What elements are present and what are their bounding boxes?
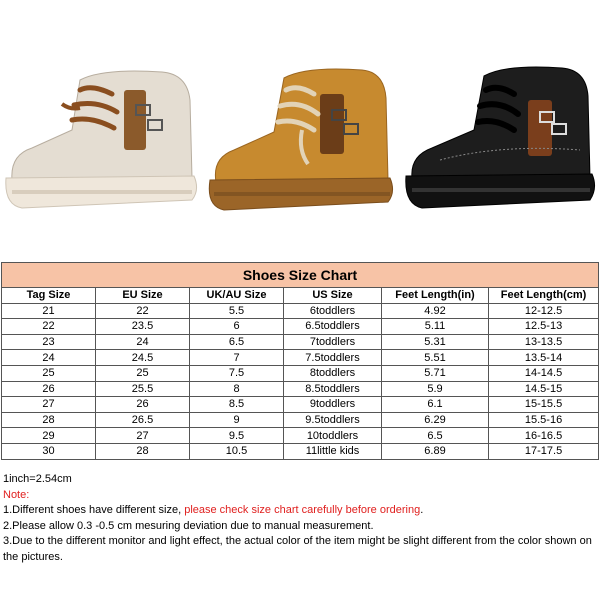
notes-section	[3, 472, 598, 565]
table-cell: 27	[2, 397, 96, 413]
table-cell: 9.5toddlers	[284, 412, 382, 428]
table-cell: 6.5	[382, 428, 489, 444]
table-cell: 28	[96, 443, 190, 459]
table-row	[2, 334, 599, 350]
table-cell: 26	[2, 381, 96, 397]
table-cell: 4.92	[382, 303, 489, 319]
column-header: Tag Size	[2, 288, 96, 304]
table-cell: 16-16.5	[489, 428, 599, 444]
table-cell: 10toddlers	[284, 428, 382, 444]
table-cell: 23	[2, 334, 96, 350]
table-cell: 6	[190, 319, 284, 335]
table-cell: 6toddlers	[284, 303, 382, 319]
note-line-1-warning: please check size chart carefully before ordering	[184, 504, 421, 516]
table-cell: 22	[2, 319, 96, 335]
table-cell: 21	[2, 303, 96, 319]
table-cell: 10.5	[190, 443, 284, 459]
note-line-2: 2.Please allow 0.3 -0.5 cm mesuring deviation due to manual measurement.	[3, 519, 374, 532]
table-row	[2, 350, 599, 366]
table-cell: 13-13.5	[489, 334, 599, 350]
table-cell: 26	[96, 397, 190, 413]
tan-boot-image	[202, 60, 398, 220]
size-chart-header-row	[2, 288, 599, 304]
table-cell: 24	[96, 334, 190, 350]
table-cell: 25	[2, 365, 96, 381]
table-cell: 17-17.5	[489, 443, 599, 459]
table-cell: 12.5-13	[489, 319, 599, 335]
table-cell: 5.51	[382, 350, 489, 366]
table-row	[2, 381, 599, 397]
table-row	[2, 303, 599, 319]
size-chart-title: Shoes Size Chart	[2, 263, 599, 288]
note-label: Note:	[3, 488, 30, 501]
table-cell: 6.89	[382, 443, 489, 459]
table-row	[2, 412, 599, 428]
table-cell: 8	[190, 381, 284, 397]
table-row	[2, 443, 599, 459]
table-cell: 5.5	[190, 303, 284, 319]
table-cell: 22	[96, 303, 190, 319]
table-cell: 6.29	[382, 412, 489, 428]
beige-boot-image	[2, 60, 202, 220]
table-cell: 5.11	[382, 319, 489, 335]
table-cell: 15.5-16	[489, 412, 599, 428]
table-row	[2, 397, 599, 413]
table-cell: 14.5-15	[489, 381, 599, 397]
product-image-row	[0, 0, 600, 250]
table-cell: 25	[96, 365, 190, 381]
table-cell: 8.5	[190, 397, 284, 413]
size-chart-title-row	[2, 263, 599, 288]
column-header: US Size	[284, 288, 382, 304]
column-header: Feet Length(in)	[382, 288, 489, 304]
column-header: EU Size	[96, 288, 190, 304]
table-cell: 29	[2, 428, 96, 444]
table-cell: 30	[2, 443, 96, 459]
table-cell: 27	[96, 428, 190, 444]
table-cell: 7	[190, 350, 284, 366]
table-cell: 15-15.5	[489, 397, 599, 413]
table-cell: 12-12.5	[489, 303, 599, 319]
table-cell: 9	[190, 412, 284, 428]
table-cell: 6.5	[190, 334, 284, 350]
table-cell: 11little kids	[284, 443, 382, 459]
conversion-note: 1inch=2.54cm	[3, 473, 72, 485]
table-cell: 14-14.5	[489, 365, 599, 381]
table-cell: 9.5	[190, 428, 284, 444]
column-header: Feet Length(cm)	[489, 288, 599, 304]
table-cell: 8.5toddlers	[284, 381, 382, 397]
table-cell: 7toddlers	[284, 334, 382, 350]
table-row	[2, 365, 599, 381]
column-header: UK/AU Size	[190, 288, 284, 304]
table-cell: 7.5	[190, 365, 284, 381]
note-line-3: 3.Due to the different monitor and light effect, the actual color of the item might be slight different from the color shown on the pictures.	[3, 535, 592, 563]
table-cell: 6.1	[382, 397, 489, 413]
table-cell: 6.5toddlers	[284, 319, 382, 335]
note-line-1	[3, 503, 598, 519]
table-cell: 9toddlers	[284, 397, 382, 413]
table-cell: 5.9	[382, 381, 489, 397]
note-line-1-end: .	[420, 504, 424, 516]
table-cell: 7.5toddlers	[284, 350, 382, 366]
black-boot-image	[400, 60, 598, 220]
table-cell: 24	[2, 350, 96, 366]
table-row	[2, 428, 599, 444]
table-cell: 23.5	[96, 319, 190, 335]
table-cell: 28	[2, 412, 96, 428]
table-row	[2, 319, 599, 335]
table-cell: 24.5	[96, 350, 190, 366]
size-chart-table	[1, 262, 599, 460]
table-cell: 5.71	[382, 365, 489, 381]
note-line-1-text: 1.Different shoes have different size,	[3, 504, 185, 516]
table-cell: 26.5	[96, 412, 190, 428]
table-cell: 8toddlers	[284, 365, 382, 381]
table-cell: 5.31	[382, 334, 489, 350]
table-cell: 13.5-14	[489, 350, 599, 366]
table-cell: 25.5	[96, 381, 190, 397]
